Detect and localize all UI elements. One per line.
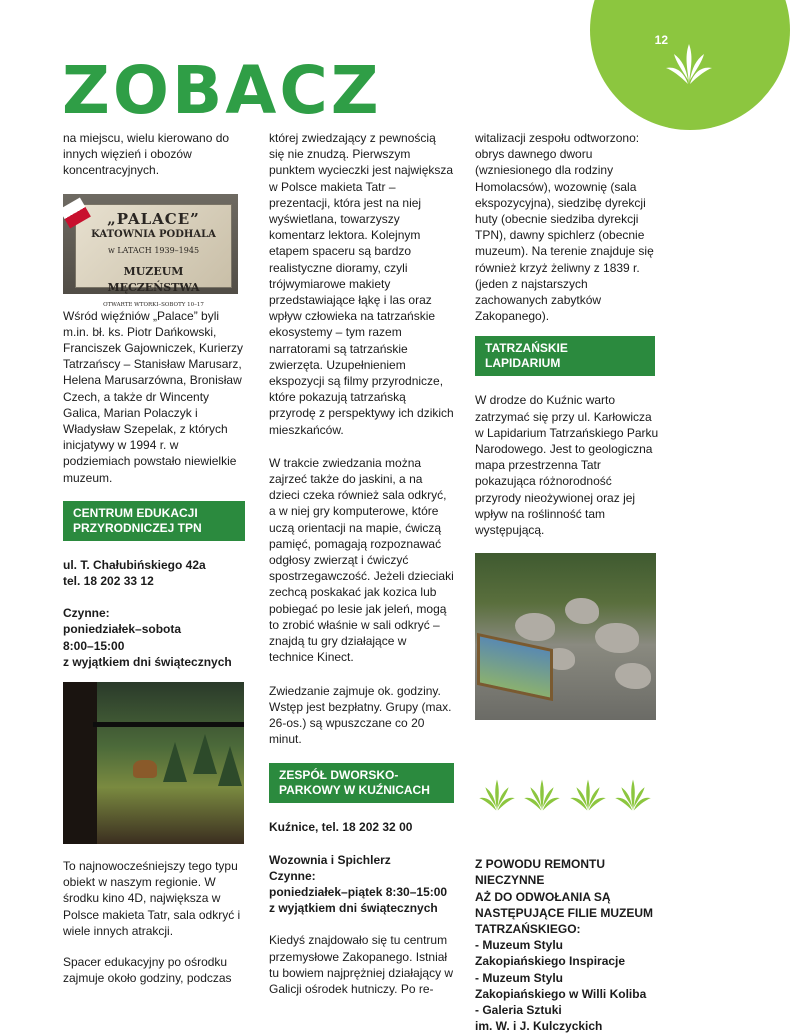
sign-line: w LATACH 1939–1945: [107, 246, 200, 256]
photo-detail: [565, 598, 599, 624]
notice-line: TATRZAŃSKIEGO:: [475, 922, 581, 937]
photo-detail: [515, 613, 555, 641]
column-1: [63, 130, 245, 1001]
leaf-sprout-icon: [479, 778, 515, 812]
paragraph: W trakcie zwiedzania można zajrzeć także do jaskini, a na dzieci czeka również sala odkryć, a w niej gry komputerowe, które uczą orientacji na mapie, ćwiczą pamięć, pomagają rozpoznawać odgłosy zwierząt i ćwiczyć spostrzegawczość. Jeżeli dzieciaki zechcą poskakać jak kozica lub pobiegać po lesie jak jeleń, mogą to zrobić właśnie w sali odkryć – znajdą tu gry działające w technice Kinect.: [269, 455, 454, 665]
notice-line: - Muzeum Stylu: [475, 938, 564, 953]
paragraph: Wśród więźniów „Palace” byli m.in. bł. ks. Piotr Dańkowski, Franciszek Gajowniczek, Kurierzy Tatrzańscy – Stanisław Marusarz, Helena Marusarzówna, Bronisław Czech, a także dr Wincenty Galica, Marian Polaczyk i Władysław Szepelak, z których inicjatywy w 1994 r. w podziemiach powstało niewielkie muzeum.: [63, 308, 244, 485]
notice-line: NIECZYNNE: [475, 873, 545, 888]
lapidarium-photo: [475, 553, 656, 720]
paragraph: Spacer edukacyjny po ośrodku zajmuje około godziny, podczas: [63, 955, 232, 986]
paragraph: W drodze do Kuźnic warto zatrzymać się przy ul. Karłowicza w Lapidarium Tatrzańskiego Parku Narodowego. Jest to geologiczna mapa przestrzenna Tatr pokazująca różnorodność przyrody nieożywionej oraz jej wpływ na roślinność tam występującą.: [475, 393, 659, 538]
column-2: [269, 130, 454, 1012]
notice-line: Zakopiańskiego w Willi Koliba: [475, 986, 647, 1001]
section-heading: CENTRUM EDUKACJI PRZYRODNICZEJ TPN: [63, 501, 245, 541]
leaf-sprout-icon: [570, 778, 606, 812]
hours-line: Czynne:: [269, 868, 316, 883]
leaf-ornament: [479, 778, 651, 812]
hours-line: z wyjątkiem dni świątecznych: [269, 901, 438, 916]
notice-line: Zakopiańskiego Inspiracje: [475, 954, 626, 969]
photo-detail: [163, 742, 187, 782]
leaf-sprout-icon: [666, 40, 712, 86]
photo-detail: [63, 682, 97, 844]
photo-detail: [93, 722, 244, 727]
notice-line: NASTĘPUJĄCE FILIE MUZEUM: [475, 905, 654, 920]
hours-line: poniedziałek–sobota: [63, 622, 182, 637]
closure-notice: [475, 856, 660, 1034]
photo-detail: [477, 633, 553, 701]
paragraph: której zwiedzający z pewnością się nie znudzą. Pierwszym punktem wycieczki jest największa w Polsce makieta Tatr – prezentacji, która jest na niej wyświetlana, towarzyszy komentarz lektora. Kolejnym etapem spaceru są bardzo realistyczne dioramy, czyli trójwymiarowe makiety przedstawiające łąkę i las oraz wpływ człowieka na tatrzańskie ekosystemy – tym razem narratorami są tatrzańskie zwierzęta. Uzupełnieniem ekspozycji są filmy przyrodnicze, które pokazują tatrzańską przyrodę z perspektywy ich dzikich mieszkańców.: [269, 131, 454, 437]
leaf-sprout-icon: [524, 778, 560, 812]
hours-line: z wyjątkiem dni świątecznych: [63, 654, 232, 669]
photo-detail: [133, 760, 157, 778]
sign-line: KATOWNIA PODHALA: [91, 228, 216, 240]
hours-line: Czynne:: [63, 606, 110, 621]
notice-line: im. W. i J. Kulczyckich: [475, 1019, 603, 1034]
hours-line: Wozownia i Spichlerz: [269, 852, 391, 867]
section-heading: ZESPÓŁ DWORSKO-PARKOWY W KUŹNICACH: [269, 763, 454, 803]
photo-detail: [218, 746, 242, 786]
photo-detail: [193, 734, 217, 774]
sign-line: OTWARTE WTORKI–SOBOTY 10–17: [103, 301, 204, 308]
paragraph: To najnowocześniejszy tego typu obiekt w naszym regionie. W środku kino 4D, największa w Polsce makieta Tatr, sala odkryć i wiele innych atrakcji.: [63, 859, 241, 938]
section-heading: TATRZAŃSKIE LAPIDARIUM: [475, 336, 655, 376]
notice-line: AŻ DO ODWOŁANIA SĄ: [475, 889, 611, 904]
paragraph: na miejscu, wielu kierowano do innych więzień i obozów koncentracyjnych.: [63, 131, 230, 178]
paragraph: witalizacji zespołu odtworzono: obrys dawnego dworu (wzniesionego dla rodziny Homolacsów), wozownię (sala ekspozycyjna), siedzibę dyrekcji huty (obecnie siedziba dyrekcji TPN), dawny spichlerz (obecnie muzeum). Na terenie znajduje się również krzyż żeliwny z 1839 r. (jeden z najstarszych zachowanych zabytków Zakopanego).: [475, 131, 654, 324]
notice-line: - Muzeum Stylu: [475, 970, 564, 985]
leaf-sprout-icon: [615, 778, 651, 812]
paragraph: Kiedyś znajdowało się tu centrum przemysłowe Zakopanego. Istniał tu bowiem najprężniej działający w Galicji ośrodek hutniczy. Po re-: [269, 933, 454, 996]
sign-line: „PALACE”: [107, 209, 200, 228]
photo-detail: [595, 623, 639, 653]
address-line: ul. T. Chałubińskiego 42a: [63, 557, 206, 572]
phone-line: tel. 18 202 33 12: [63, 574, 154, 589]
page-title: ZOBACZ: [62, 52, 382, 129]
hours-line: poniedziałek–piątek 8:30–15:00: [269, 884, 448, 899]
palace-sign-photo: [63, 194, 238, 308]
address-line: Kuźnice, tel. 18 202 32 00: [269, 820, 413, 835]
paragraph: Zwiedzanie zajmuje ok. godziny. Wstęp jest bezpłatny. Grupy (max. 26-os.) są wpuszczane co 20 minut.: [269, 683, 452, 747]
diorama-photo: [63, 682, 244, 844]
notice-line: - Galeria Sztuki: [475, 1003, 562, 1018]
notice-line: Z POWODU REMONTU: [475, 857, 605, 872]
sign-line: MUZEUM MĘCZEŃSTWA: [107, 265, 200, 295]
column-3: [475, 130, 660, 1035]
photo-detail: [615, 663, 651, 689]
hours-line: 8:00–15:00: [63, 638, 125, 653]
page-number: 12: [654, 33, 668, 47]
sign-board: [75, 204, 232, 308]
